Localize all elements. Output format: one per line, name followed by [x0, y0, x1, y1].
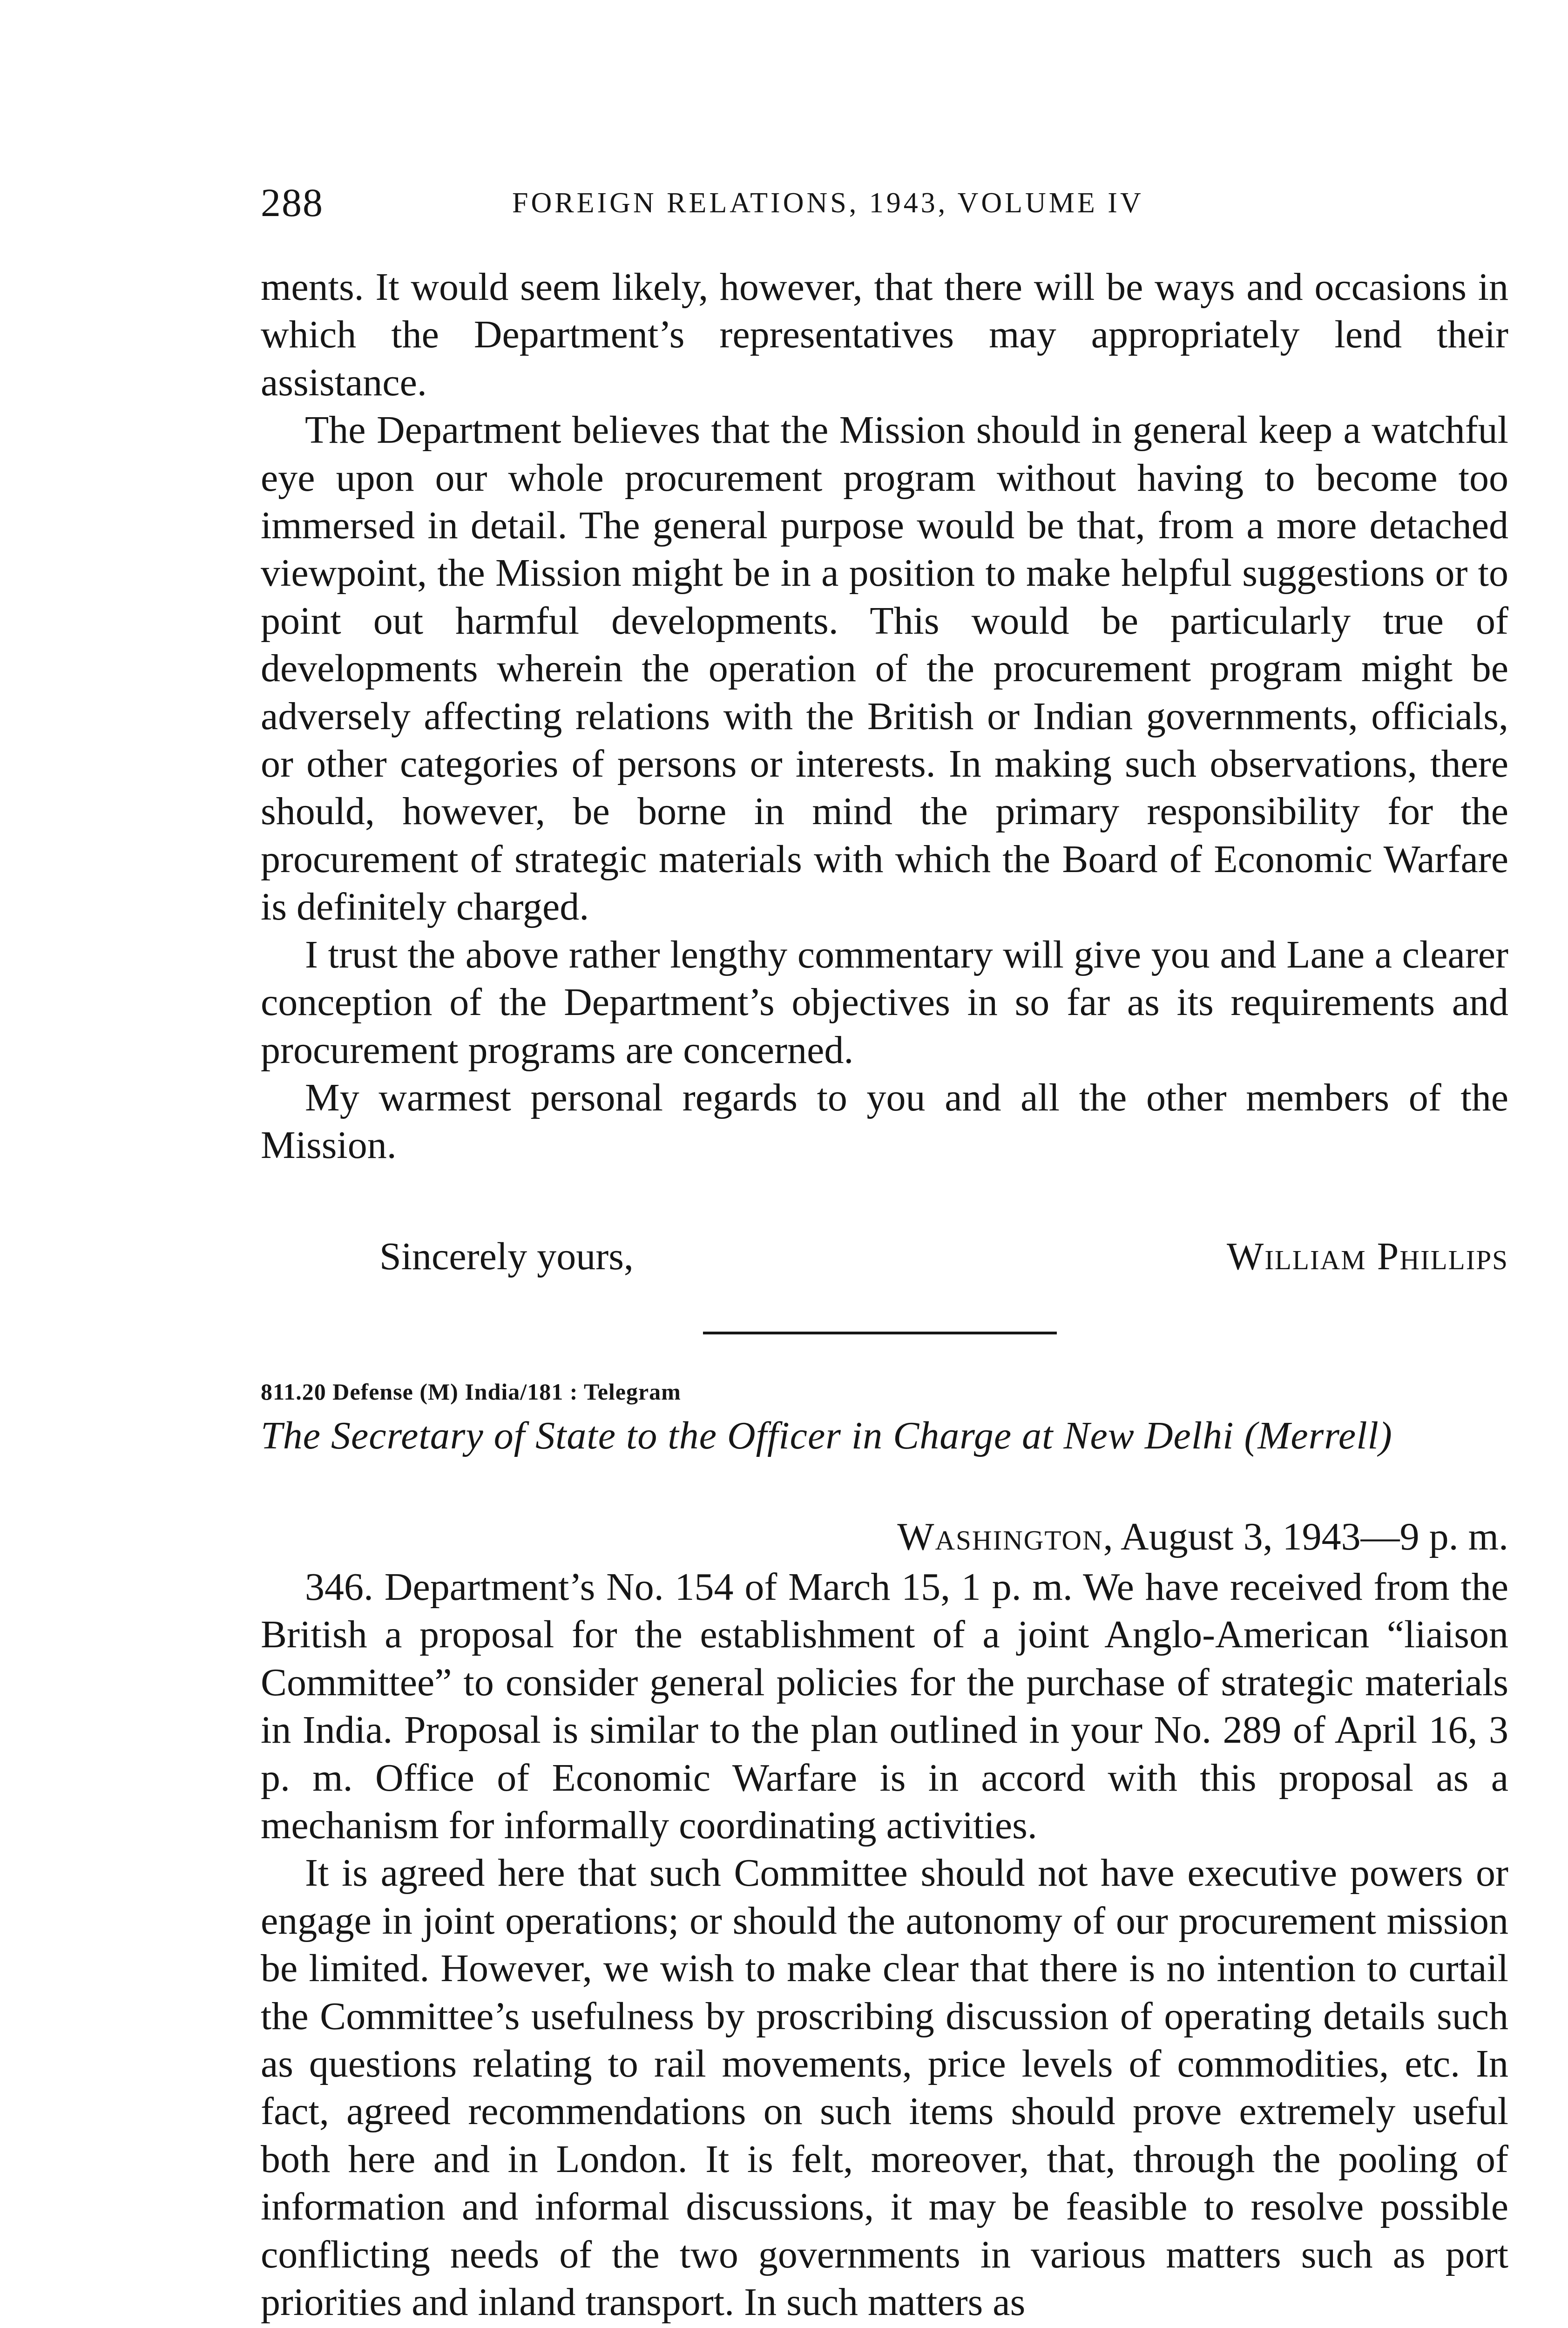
signature: William Phillips — [1226, 1235, 1508, 1278]
page-header — [261, 179, 1308, 230]
running-title: FOREIGN RELATIONS, 1943, VOLUME IV — [512, 187, 1144, 219]
page-number: 288 — [261, 180, 324, 225]
telegram-paragraph: 346. Department’s No. 154 of March 15, 1 p. m. We have received from the British a proposal for the establishment of a joint Anglo-American “liaison Committee” to consider general policies for the purchase of strategic materials in India. Proposal is similar to the plan outlined in your No. 289 of April 16, 3 p. m. Office of Economic Warfare is in accord with this proposal as a mechanism for informally coordinating activities. — [261, 1565, 1508, 1848]
letter-paragraph: My warmest personal regards to you and all the other members of the Mission. — [261, 1076, 1508, 1167]
letter-body — [261, 264, 1508, 1170]
section-divider — [703, 1332, 1057, 1334]
dateline-date: , August 3, 1943—9 p. m. — [1103, 1515, 1508, 1558]
letter-paragraph: The Department believes that the Mission should in general keep a watchful eye upon our whole procurement program without having to become too immersed in detail. The general purpose would be that, from a more detached viewpoint, the Mission might be in a position to make helpful suggestions or to point out harmful developments. This would be particularly true of developments wherein the operation of the procurement program might be adversely affecting relations with the British or Indian governments, officials, or other categories of persons or interests. In making such observations, there should, however, be borne in mind the primary responsibility for the procurement of strategic materials with which the Board of Economic Warfare is definitely charged. — [261, 408, 1508, 929]
telegram-body — [261, 1563, 1508, 2327]
telegram-paragraph: It is agreed here that such Committee should not have executive powers or engage in joint operations; or should the autonomy of our procurement mission be limited. However, we wish to make clear that there is no intention to curtail the Committee’s usefulness by proscribing discussion of operating details such as questions relating to rail movements, price levels of commodities, etc. In fact, agreed recommendations on such items should prove extremely useful both here and in London. It is felt, moreover, that, through the pooling of information and informal discussions, it may be feasible to resolve possible conflicting needs of the two governments in various matters such as port priorities and inland transport. In such matters as — [261, 1851, 1508, 2324]
file-reference: 811.20 Defense (M) India/181 : Telegram — [261, 1379, 681, 1405]
letter-closing — [261, 1234, 1508, 1285]
letter-paragraph: ments. It would seem likely, however, that there will be ways and occasions in which the Department’s representatives may appropriately lend their assistance. — [261, 265, 1508, 404]
dateline — [897, 1514, 1508, 1559]
document-title: The Secretary of State to the Officer in Charge at New Delhi (Merrell) — [261, 1414, 1392, 1457]
dateline-place: Washington — [897, 1515, 1103, 1558]
complimentary-close: Sincerely yours, — [379, 1235, 634, 1278]
letter-paragraph: I trust the above rather lengthy commentary will give you and Lane a clearer conception of the Department’s objectives in so far as its requirements and procurement programs are concerned. — [261, 933, 1508, 1072]
